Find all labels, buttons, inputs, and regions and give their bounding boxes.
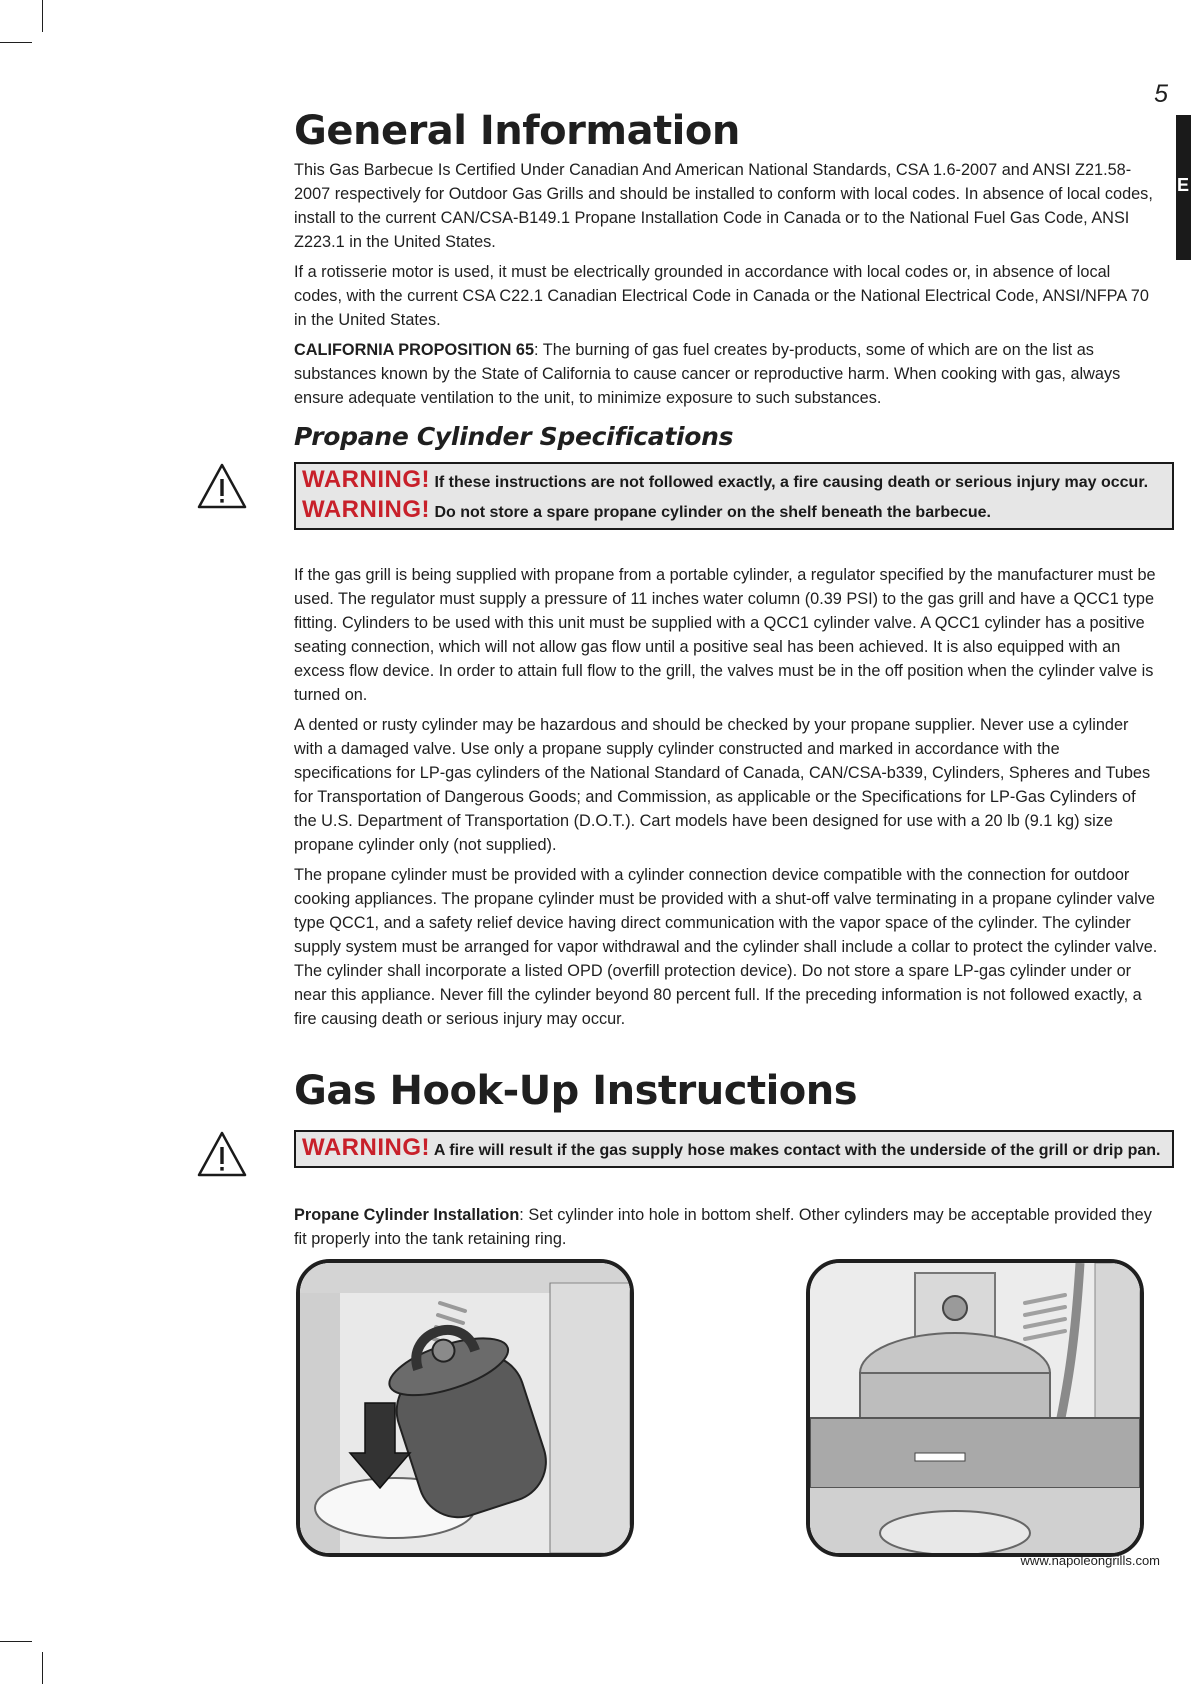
propane-cylinder-section	[294, 563, 1160, 1037]
rotisserie-paragraph: If a rotisserie motor is used, it must be electrically grounded in accordance with local codes or, in absence of local codes, with the current CSA C22.1 Canadian Electrical Code in Canada or the National Electrical Code, ANSI/NFPA 70 in the United States.	[294, 263, 1149, 329]
cylinder-insertion-illustration	[296, 1259, 634, 1557]
cylinder-installed-drawing	[810, 1263, 1140, 1553]
warning-label: WARNING!	[302, 1134, 430, 1161]
installation-section	[294, 1203, 1160, 1257]
prop65-text: : The burning of gas fuel creates by-products, some of which are on the list as substances known by the State of California to cause cancer or reproductive harm. When cooking with gas, always ensure adequate ventilation to the unit, to minimize exposure to such substances.	[294, 341, 1121, 407]
cylinder-insertion-drawing	[300, 1263, 630, 1553]
certification-paragraph: This Gas Barbecue Is Certified Under Canadian And American National Standards, CSA 1.6-2007 and ANSI Z21.58-2007 respectively for Outdoor Gas Grills and should be installed to conform with local codes. In absence of local codes, install to the current CAN/CSA-B149.1 Propane Installation Code in Canada or to the National Fuel Gas Code, ANSI Z223.1 in the United States.	[294, 161, 1153, 251]
propane-cylinder-heading: Propane Cylinder Specifications	[294, 422, 734, 451]
installation-label: Propane Cylinder Installation	[294, 1206, 520, 1224]
installation-text: : Set cylinder into hole in bottom shelf. Other cylinders may be acceptable provided they fit properly into the tank retaining ring.	[294, 1206, 1152, 1248]
propane-cylinder-heading-wrap	[294, 422, 1160, 451]
crop-mark	[0, 42, 32, 43]
crop-mark	[0, 1641, 32, 1642]
warning-triangle-icon	[196, 462, 248, 510]
footer-url: www.napoleongrills.com	[1020, 1553, 1160, 1568]
cylinder-condition-paragraph: A dented or rusty cylinder may be hazardous and should be checked by your propane supplier. Never use a cylinder with a damaged valve. Use only a propane supply cylinder constructed and marked in accordance with the specifications for LP-gas cylinders of the National Standard of Canada, CAN/CSA-b339, Cylinders, Spheres and Tubes for Transportation of Dangerous Goods; and Commission, as applicable or the Specifications for LP-Gas Cylinders of the U.S. Department of Transportation (D.O.T.). Cart models have been designed for use with a 20 lb (9.1 kg) size propane cylinder only (not supplied).	[294, 716, 1151, 854]
page-number: 5	[1154, 80, 1168, 108]
warning-text-1: If these instructions are not followed exactly, a fire causing death or serious injury may occur.	[434, 474, 1149, 491]
cylinder-connection-paragraph: The propane cylinder must be provided with a cylinder connection device compatible with the connection for outdoor cooking appliances. The propane cylinder must be provided with a shut-off valve terminating in a propane cylinder valve type QCC1, and a safety relief device having direct communication with the vapor space of the cylinder. The cylinder supply system must be arranged for vapor withdrawal and the cylinder shall include a collar to protect the cylinder valve. The cylinder shall incorporate a listed OPD (overfill protection device). Do not store a spare LP-gas cylinder under or near this appliance. Never fill the cylinder beyond 80 percent full. If the preceding information is not followed exactly, a fire causing death or serious injury may occur.	[294, 866, 1158, 1028]
warning-line-1	[302, 468, 1166, 494]
language-tab: E	[1176, 115, 1191, 260]
warning-triangle-icon	[196, 1130, 248, 1178]
warning-label: WARNING!	[302, 466, 430, 493]
hookup-warning-box	[294, 1130, 1174, 1168]
prop65-paragraph	[294, 338, 1160, 410]
hookup-warning-line	[302, 1136, 1166, 1162]
propane-warning-box	[294, 462, 1174, 530]
regulator-paragraph: If the gas grill is being supplied with propane from a portable cylinder, a regulator specified by the manufacturer must be used. The regulator must supply a pressure of 11 inches water column (0.39 PSI) to the gas grill and have a QCC1 type fitting. Cylinders to be used with this unit must be supplied with a QCC1 cylinder valve. A QCC1 cylinder has a positive seating connection, which will not allow gas flow until a positive seal has been achieved. It is also equipped with an excess flow device. In order to attain full flow to the grill, the valves must be in the off position when the cylinder valve is turned on.	[294, 566, 1156, 704]
warning-line-2	[302, 498, 1166, 524]
hookup-warning-text: A fire will result if the gas supply hose makes contact with the underside of the grill or drip pan.	[433, 1142, 1161, 1159]
cylinder-installed-illustration	[806, 1259, 1144, 1557]
warning-label: WARNING!	[302, 496, 430, 523]
gas-hookup-heading-wrap	[294, 1068, 1160, 1114]
prop65-label: CALIFORNIA PROPOSITION 65	[294, 341, 535, 359]
general-information-heading: General Information	[294, 108, 740, 154]
gas-hookup-heading: Gas Hook-Up Instructions	[294, 1068, 858, 1114]
warning-text-2: Do not store a spare propane cylinder on the shelf beneath the barbecue.	[434, 504, 991, 521]
crop-mark	[42, 0, 43, 32]
general-information-section	[294, 108, 1160, 416]
crop-mark	[42, 1652, 43, 1684]
installation-paragraph	[294, 1203, 1160, 1251]
